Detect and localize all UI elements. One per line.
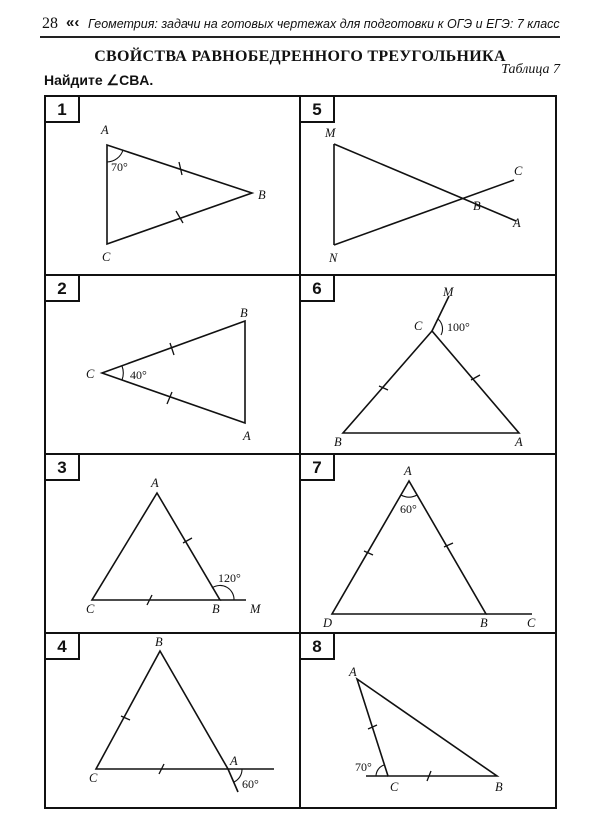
point-label: C — [89, 771, 98, 785]
triangle — [96, 651, 228, 769]
triangle-figure-3 — [46, 455, 303, 636]
triangle-figure-4 — [46, 634, 303, 811]
point-label: B — [240, 306, 248, 320]
point-label: B — [480, 616, 488, 630]
angle-label: 70° — [355, 760, 372, 774]
task-text: Найдите ∠CBA. — [44, 72, 154, 88]
angle-arc — [234, 769, 242, 782]
problem-cell-4 — [44, 632, 301, 809]
problem-cell-7 — [299, 453, 557, 634]
page-mark: «‹ — [66, 14, 80, 31]
triangle-figure-2 — [46, 276, 303, 457]
point-label: A — [515, 435, 523, 449]
triangle — [107, 145, 252, 244]
angle-label: 60° — [242, 777, 259, 791]
point-label: A — [101, 123, 109, 137]
problem-number: 6 — [301, 276, 335, 302]
point-label: C — [102, 250, 111, 264]
point-label: C — [86, 602, 95, 616]
problem-cell-5 — [299, 95, 557, 276]
book-title: Геометрия: задачи на готовых чертежах для подготовки к ОГЭ и ЕГЭ: 7 класс — [88, 17, 560, 31]
problem-cell-1 — [44, 95, 301, 276]
triangle — [343, 331, 519, 433]
point-label: C — [527, 616, 536, 630]
angle-label: 120° — [218, 571, 241, 585]
angle-label: 60° — [400, 502, 417, 516]
angle-label: 100° — [447, 320, 470, 334]
problem-number: 1 — [46, 97, 80, 123]
triangle — [92, 493, 220, 600]
point-label: M — [443, 285, 454, 299]
line-MA — [334, 144, 516, 221]
point-label: B — [258, 188, 266, 202]
problem-cell-3 — [44, 453, 301, 634]
tick-mark — [170, 343, 174, 355]
problem-number: 7 — [301, 455, 335, 481]
section-title: СВОЙСТВА РАВНОБЕДРЕННОГО ТРЕУГОЛЬНИКА — [94, 48, 506, 65]
problem-cell-2 — [44, 274, 301, 455]
point-label: A — [230, 754, 238, 768]
table-label: Таблица 7 — [501, 62, 560, 77]
point-label: B — [212, 602, 220, 616]
triangle-figure-6 — [301, 276, 559, 457]
problem-number: 2 — [46, 276, 80, 302]
point-label: B — [334, 435, 342, 449]
angle-label: 70° — [111, 160, 128, 174]
point-label: C — [390, 780, 399, 794]
problem-number: 3 — [46, 455, 80, 481]
point-label: N — [329, 251, 338, 265]
problem-number: 5 — [301, 97, 335, 123]
point-label: M — [325, 126, 336, 140]
point-label: A — [404, 464, 412, 478]
triangle-figure-5 — [301, 97, 559, 278]
problem-number: 8 — [301, 634, 335, 660]
point-label: A — [243, 429, 251, 443]
point-label: M — [250, 602, 261, 616]
triangle — [332, 481, 486, 614]
line-NC — [334, 180, 514, 245]
angle-arc — [438, 319, 443, 335]
point-label: C — [414, 319, 423, 333]
triangle-figure-8 — [301, 634, 559, 811]
point-label: B — [473, 199, 481, 213]
point-label: D — [323, 616, 333, 630]
point-label: A — [151, 476, 159, 490]
problem-cell-6 — [299, 274, 557, 455]
triangle — [357, 679, 497, 776]
point-label: C — [514, 164, 523, 178]
triangle-figure-1 — [46, 97, 303, 278]
angle-arc — [376, 765, 384, 776]
page-number: 28 — [42, 15, 58, 32]
angle-arc — [401, 495, 417, 497]
problem-cell-8 — [299, 632, 557, 809]
point-label: A — [349, 665, 357, 679]
angle-arc — [122, 366, 123, 380]
point-label: B — [155, 635, 163, 649]
point-label: A — [513, 216, 521, 230]
point-label: C — [86, 367, 95, 381]
page-header — [40, 14, 560, 38]
problem-number: 4 — [46, 634, 80, 660]
point-label: B — [495, 780, 503, 794]
angle-label: 40° — [130, 368, 147, 382]
triangle-figure-7 — [301, 455, 559, 636]
